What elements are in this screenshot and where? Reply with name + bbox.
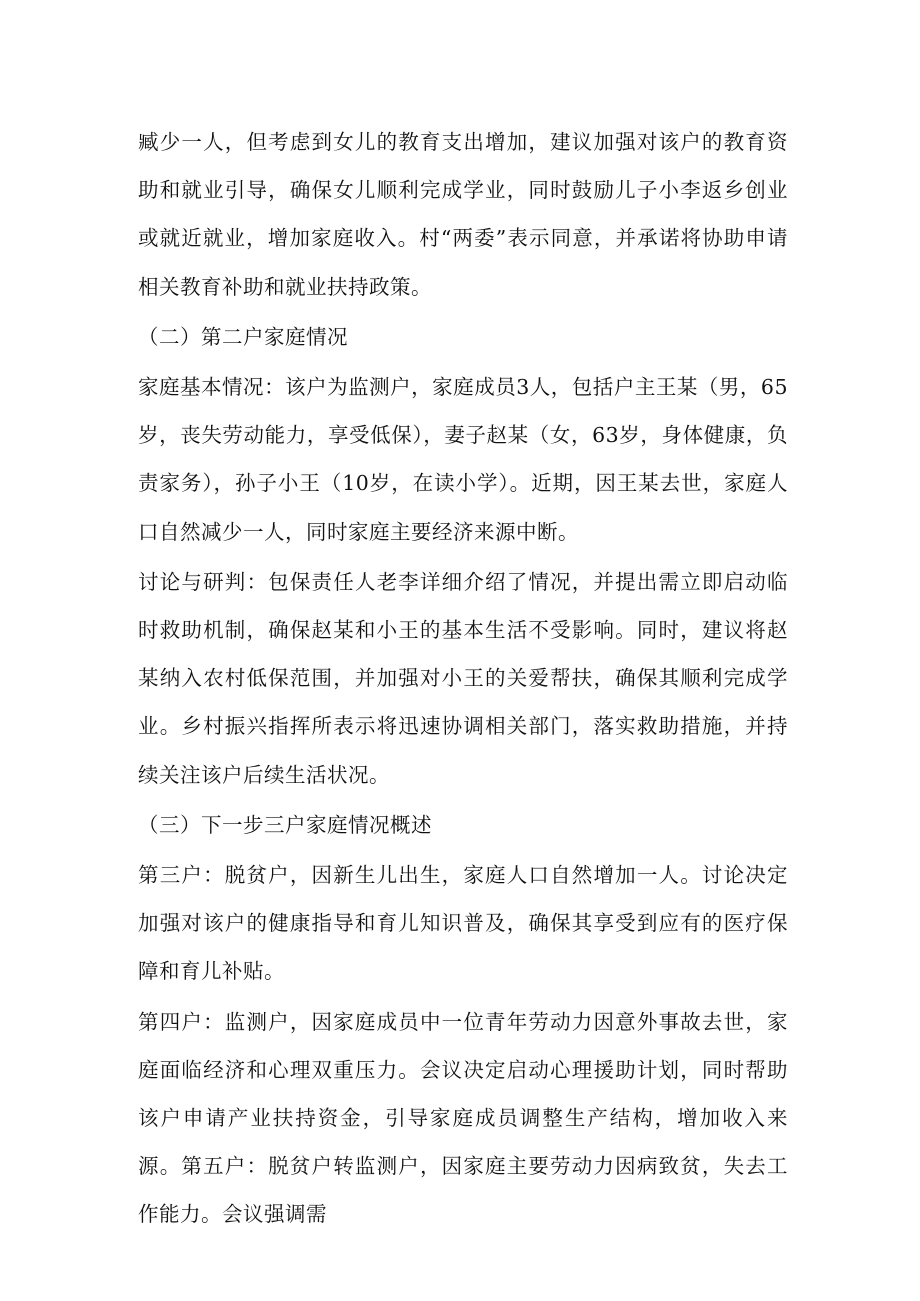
paragraph-household-one-conclusion: 臧少一人，但考虑到女儿的教育支出增加，建议加强对该户的教育资助和就业引导，确保女儿顺利完成学业，同时鼓励儿子小李返乡创业或就近就业，增加家庭收入。村“两委”表示同意，并承诺将协助申请相关教育补助和就业扶持政策。 — [138, 130, 788, 299]
paragraph-household-three: 第三户：脱贫户，因新生儿出生，家庭人口自然增加一人。讨论决定加强对该户的健康指导和育儿知识普及，确保其享受到应有的医疗保障和育儿补贴。 — [138, 863, 788, 984]
section-heading-next-three-households: （三）下一步三户家庭情况概述 — [138, 812, 432, 837]
paragraph-household-two-discussion: 讨论与研判：包保责任人老李详细介绍了情况，并提出需立即启动临时救助机制，确保赵某和小王的基本生活不受影响。同时，建议将赵某纳入农村低保范围，并加强对小王的关爱帮扶，确保其顺利完成学业。乡村振兴指挥所表示将迅速协调相关部门，落实救助措施，并持续关注该户后续生活状况。 — [138, 569, 788, 787]
paragraph-household-four-five: 第四户：监测户，因家庭成员中一位青年劳动力因意外事故去世，家庭面临经济和心理双重压力。会议决定启动心理援助计划，同时帮助该户申请产业扶持资金，引导家庭成员调整生产结构，增加收入来源。第五户：脱贫户转监测户，因家庭主要劳动力因病致贫，失去工作能力。会议强调需 — [138, 1009, 788, 1227]
document-body — [138, 118, 788, 1239]
paragraph-household-two-basic-info: 家庭基本情况：该户为监测户，家庭成员3人，包括户主王某（男，65岁，丧失劳动能力，享受低保），妻子赵某（女，63岁，身体健康，负责家务），孙子小王（10岁，在读小学）。近期，因王某去世，家庭人口自然减少一人，同时家庭主要经济来源中断。 — [138, 375, 788, 544]
section-heading-household-two: （二）第二户家庭情况 — [138, 324, 348, 349]
